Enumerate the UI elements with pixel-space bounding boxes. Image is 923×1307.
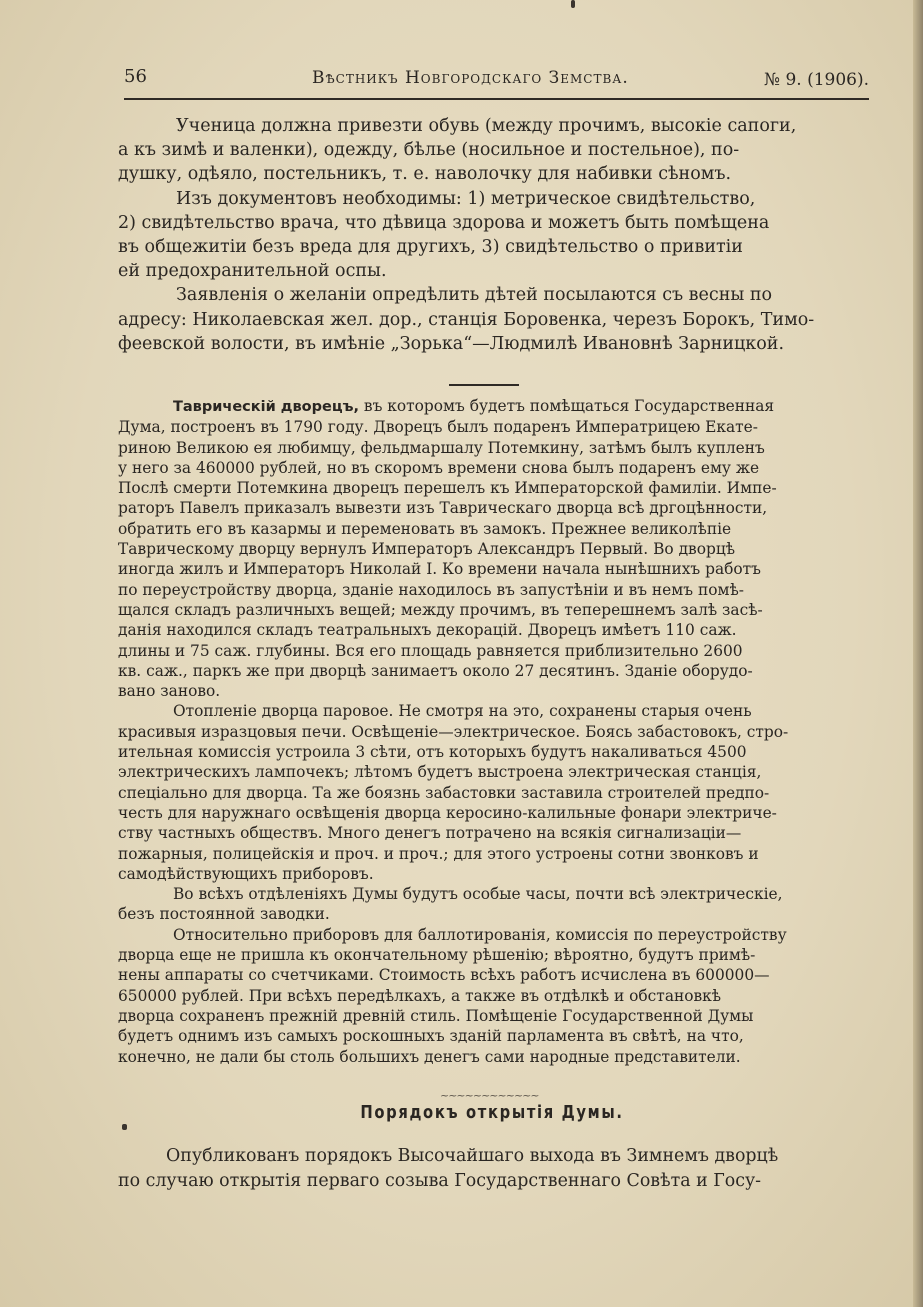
text-line: обратить его въ казармы и переменовать въ замокъ. Прежнее великолѣпіе: [118, 519, 732, 538]
text-line: ству частныхъ обществъ. Много денегъ потрачено на всякія сигнализаціи—: [118, 824, 742, 843]
text-line: данія находился складъ театральныхъ декорацій. Дворецъ имѣетъ 110 саж.: [118, 621, 737, 640]
text-line: а къ зимѣ и валенки), одежду, бѣлье (носильное и постельное), по-: [118, 140, 740, 161]
text-line: по переустройству дворца, зданіе находилось въ запустѣніи и въ немъ помѣ-: [118, 580, 744, 599]
journal-title: Вѣстникъ Новгородскаго Земства.: [312, 68, 629, 88]
text-line: риною Великою ея любимцу, фельдмаршалу Потемкину, затѣмъ былъ купленъ: [118, 438, 765, 457]
text-line: электрическихъ лампочекъ; лѣтомъ будетъ выстроена электрическая станція,: [118, 763, 762, 782]
section-school-requirements: [118, 114, 866, 356]
text-line: Таврическому дворцу вернулъ Императоръ Александръ Первый. Во дворцѣ: [118, 540, 736, 559]
text-line: у него за 460000 рублей, но въ скоромъ времени снова былъ подаренъ ему же: [118, 458, 760, 477]
text-line: самодѣйствующихъ приборовъ.: [118, 864, 374, 883]
text-line: адресу: Николаевская жел. дор., станція Боровенка, черезъ Борокъ, Тимо-: [118, 309, 815, 330]
text-line: пожарныя, полицейскія и проч. и проч.; для этого устроены сотни звонковъ и: [118, 844, 759, 863]
text-line: конечно, не дали бы столь большихъ денегъ сами народные представители.: [118, 1047, 741, 1066]
ink-speck: [122, 1124, 127, 1130]
text-line: дворца еще не пришла къ окончательному рѣшенію; вѣроятно, будутъ примѣ-: [118, 946, 756, 965]
paragraph: [118, 114, 866, 187]
text-line: въ общежитіи безъ вреда для другихъ, 3) свидѣтельство о привитіи: [118, 237, 743, 258]
text-line: ей предохранительной оспы.: [118, 261, 387, 282]
text-line: нены аппараты со счетчиками. Стоимость всѣхъ работъ исчислена въ 600000—: [118, 966, 770, 985]
text-line: раторъ Павелъ приказалъ вывезти изъ Таврическаго дворца всѣ дргоцѣнности,: [118, 499, 768, 518]
text-line: Опубликованъ порядокъ Высочайшаго выхода въ Зимнемъ дворцѣ: [166, 1146, 779, 1166]
text-line: 650000 рублей. При всѣхъ передѣлкахъ, а также въ отдѣлкѣ и обстановкѣ: [118, 986, 722, 1005]
issue-number: № 9. (1906).: [763, 70, 869, 90]
text-line: честь для наружнаго освѣщенія дворца керосино-калильные фонари электриче-: [118, 803, 777, 822]
page-number: 56: [124, 66, 147, 87]
text-line: безъ постоянной заводки.: [118, 905, 330, 924]
paragraph: [118, 925, 866, 1067]
ink-speck: [571, 0, 575, 8]
text-line: красивыя изразцовыя печи. Освѣщеніе—электрическое. Боясь забастовокъ, стро-: [118, 722, 789, 741]
text-line: кв. саж., паркъ же при дворцѣ занимаетъ около 27 десятинъ. Зданіе оборудо-: [118, 661, 753, 680]
text-line: Заявленія о желаніи опредѣлить дѣтей посылаются съ весны по: [176, 285, 773, 306]
text-line: ительная комиссія устроила 3 сѣти, отъ которыхъ будутъ накаливаться 4500: [118, 743, 747, 762]
running-header: [124, 62, 869, 100]
paragraph: [118, 283, 866, 356]
paragraph: [118, 884, 866, 925]
text-line: по случаю открытія перваго созыва Государственнаго Совѣта и Госу-: [118, 1170, 762, 1191]
text-line: будетъ однимъ изъ самыхъ роскошныхъ зданій парламента въ свѣтѣ, на что,: [118, 1027, 744, 1046]
text-line: Отопленіе дворца паровое. Не смотря на это, сохранены старыя очень: [173, 702, 752, 721]
section-tauride-palace: [118, 396, 866, 1067]
paragraph: [118, 701, 866, 884]
section-title: Порядокъ открытія Думы.: [360, 1102, 624, 1123]
text-line: Относительно приборовъ для баллотированія, комиссія по переустройству: [173, 925, 787, 944]
text-line: феевской волости, въ имѣніе „Зорька“—Людмилѣ Ивановнѣ Зарницкой.: [118, 333, 785, 354]
text-line: Дума, построенъ въ 1790 году. Дворецъ былъ подаренъ Императрицею Екате-: [118, 418, 758, 437]
text-line: дворца сохраненъ прежній древній стиль. Помѣщеніе Государственной Думы: [118, 1006, 754, 1025]
page-spine-shadow: [913, 0, 923, 1307]
lead-heading: Таврическій дворецъ,: [173, 399, 360, 415]
section-duma-opening: [118, 1144, 866, 1193]
text-line: иногда жилъ и Императоръ Николай I. Ко времени начала нынѣшнихъ работъ: [118, 560, 761, 579]
text-line: Изъ документовъ необходимы: 1) метрическое свидѣтельство,: [176, 188, 756, 209]
text-line: душку, одѣяло, постельникъ, т. е. наволочку для набивки сѣномъ.: [118, 164, 732, 185]
text-line: Ученица должна привезти обувь (между прочимъ, высокіе сапоги,: [176, 116, 797, 136]
text-line: щался складъ различныхъ вещей; между прочимъ, въ теперешнемъ залѣ засѣ-: [118, 600, 763, 619]
text-line: спеціально для дворца. Та же боязнь забастовки заставила строителей предпо-: [118, 783, 770, 802]
text-line: длины и 75 саж. глубины. Вся его площадь равняется приблизительно 2600: [118, 641, 743, 660]
text-line: 2) свидѣтельство врача, что дѣвица здорова и можетъ быть помѣщена: [118, 212, 770, 233]
paragraph: [118, 396, 866, 701]
paragraph: [118, 1144, 866, 1193]
wavy-rule: ~~~~~~~~~~~~: [440, 1089, 539, 1102]
text-line: въ которомъ будетъ помѣщаться Государственная: [359, 397, 775, 415]
text-line: Послѣ смерти Потемкина дворецъ перешелъ къ Императорской фамиліи. Импе-: [118, 479, 777, 498]
text-line: вано заново.: [118, 682, 221, 701]
text-line: Во всѣхъ отдѣленіяхъ Думы будутъ особые часы, почти всѣ электрическіе,: [173, 885, 783, 904]
section-divider: [449, 384, 519, 386]
paragraph: [118, 187, 866, 284]
